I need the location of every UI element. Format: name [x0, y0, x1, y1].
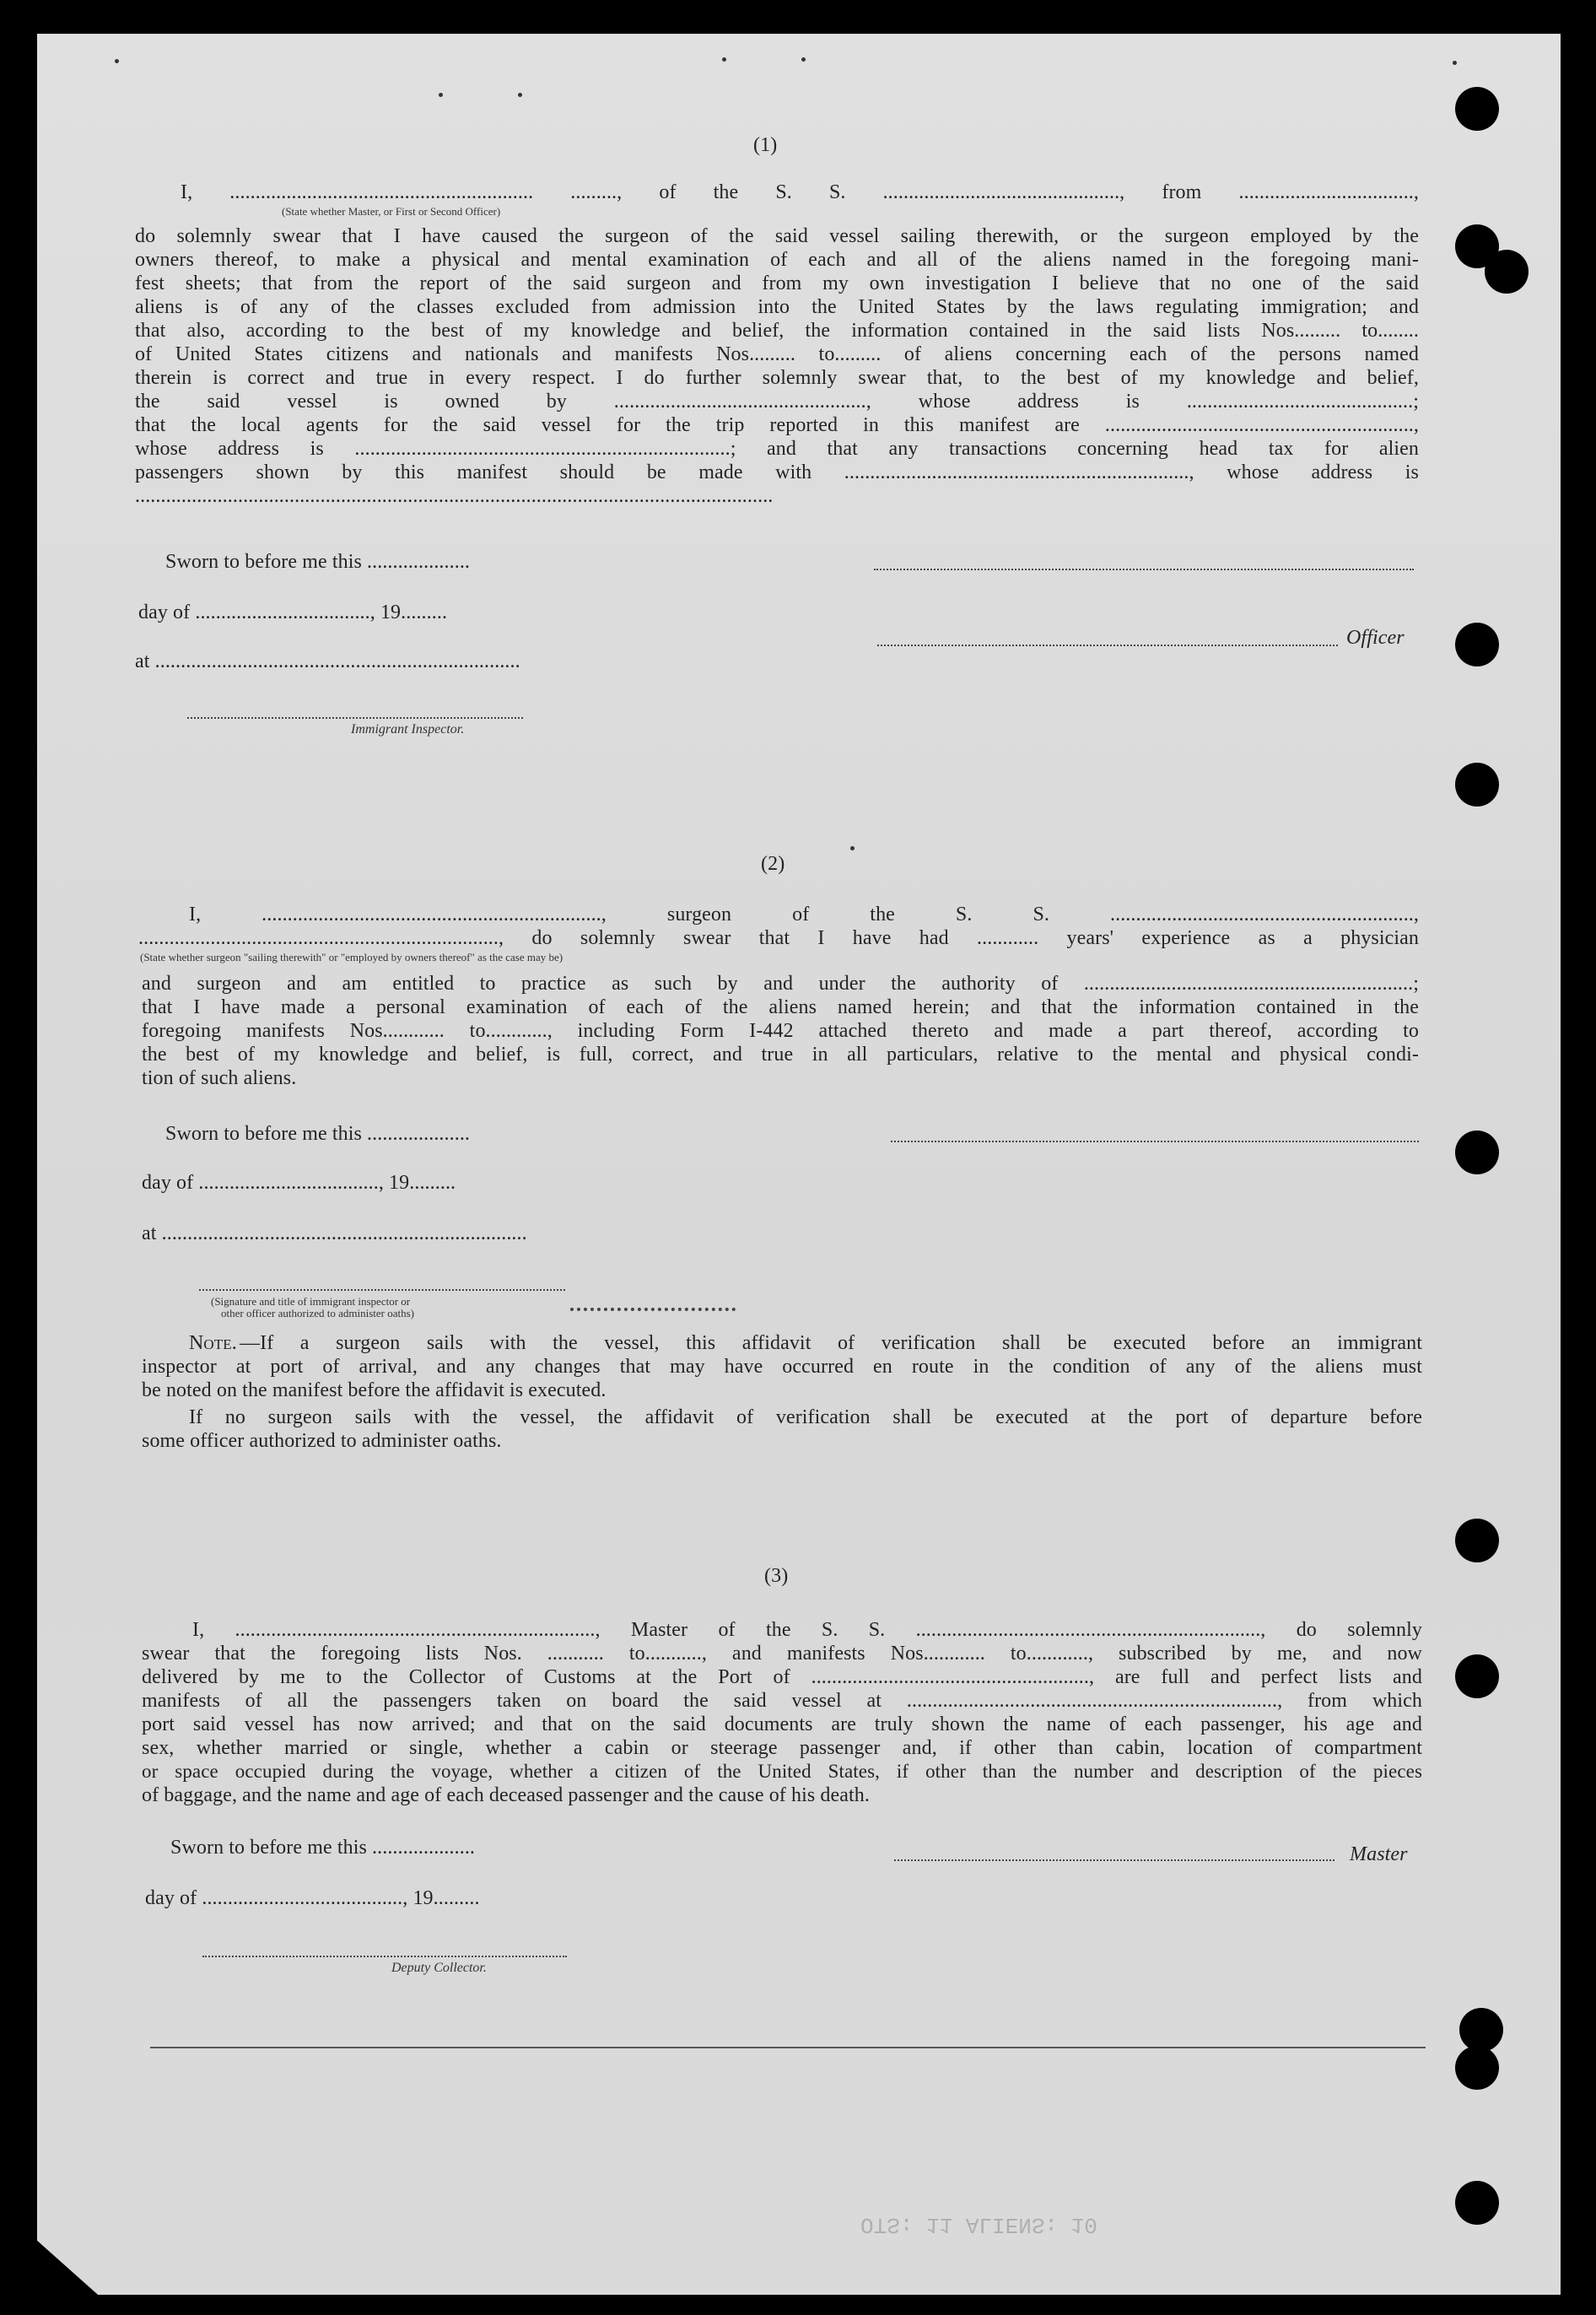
section-1-number: (1) [753, 134, 778, 156]
section-1-text-6: of United States citizens and nationals and manifests Nos......... to......... of aliens concerning each of the persons named [135, 343, 1419, 365]
master-signature-line [894, 1859, 1334, 1861]
punch-hole [1485, 250, 1529, 294]
master-label: Master [1350, 1843, 1408, 1865]
section-2-text-5: tion of such aliens. [142, 1067, 297, 1089]
section-3-text-1: I, ......................................................................, Master of the S. S. ..................................................................., do solemnly [192, 1619, 1422, 1641]
section-1-line-1: I, ........................................................... ........., of the S. S. .............................................., from .................................., [181, 181, 1419, 203]
section-1-text-8: the said vessel is owned by ................................................., whose address is ............................................; [135, 391, 1419, 413]
punch-hole [1455, 1131, 1499, 1174]
section-1-text-5: that also, according to the best of my knowledge and belief, the information contained in the said lists Nos......... to........ [135, 320, 1419, 342]
punch-hole [1455, 2181, 1499, 2225]
section-1-text-3: fest sheets; that from the report of the said surgeon and from my own investigation I believe that no one of the said [135, 273, 1419, 294]
section-1-text-11: passengers shown by this manifest should be made with ..................................................................., whose address is [135, 461, 1419, 483]
speck [722, 57, 726, 62]
section-1-text-2: owners thereof, to make a physical and mental examination of each and all of the aliens named in the foregoing mani- [135, 249, 1419, 271]
punch-hole [1455, 1519, 1499, 1562]
section-2-text-4: the best of my knowledge and belief, is full, correct, and true in all particulars, relative to the mental and physical condi- [142, 1044, 1419, 1066]
punch-hole [1459, 2008, 1503, 2052]
speck [801, 57, 806, 62]
section-3-text-2: swear that the foregoing lists Nos. ........... to..........., and manifests Nos............ to............, subscribed by me, and now [142, 1643, 1422, 1665]
punch-hole [1455, 2046, 1499, 2090]
punch-hole [1455, 87, 1499, 131]
officer-label: Officer [1346, 627, 1405, 649]
section-3-text-7: or space occupied during the voyage, whether a citizen of the United States, if other than the number and description of the pieces [142, 1761, 1422, 1782]
officer-signature-line [874, 569, 1414, 570]
section-1-text-1: do solemnly swear that I have caused the surgeon of the said vessel sailing therewith, or the surgeon employed by the [135, 225, 1419, 247]
section-2-day: day of ..................................., 19......... [142, 1172, 456, 1194]
section-3-text-5: port said vessel has now arrived; and that on the said documents are truly shown the name of each passenger, his age and [142, 1713, 1422, 1735]
section-1-at: at ....................................................................... [135, 650, 520, 672]
speck [115, 59, 119, 63]
section-1-text-12: ............................................................................................................................ [135, 485, 774, 507]
bleed-through-text: OTS: 11 ALIENS: 10 [860, 2212, 1097, 2237]
section-3-sworn: Sworn to before me this .................... [170, 1837, 476, 1859]
signature-continuation [570, 1308, 736, 1311]
section-2-line-1: I, .................................................................., surgeon of the S. S. ..........................................................., [189, 904, 1419, 925]
section-3-text-8: of baggage, and the name and age of each deceased passenger and the cause of his death. [142, 1784, 870, 1806]
officer-title-line [877, 645, 1338, 646]
deputy-signature-line [202, 1956, 567, 1957]
inspector-label: Immigrant Inspector. [351, 722, 465, 737]
deputy-label: Deputy Collector. [391, 1961, 487, 1975]
section-2-sworn: Sworn to before me this .................... [165, 1123, 471, 1145]
section-1-text-9: that the local agents for the said vessel for the trip reported in this manifest are ............................................................, [135, 414, 1419, 436]
note2-text-1: If no surgeon sails with the vessel, the affidavit of verification shall be executed at the port of departure before [189, 1406, 1422, 1428]
section-1-day: day of .................................., 19......... [138, 602, 448, 623]
section-2-number: (2) [761, 853, 785, 875]
section-1-text-7: therein is correct and true in every respect. I do further solemnly swear that, to the best of my knowledge and belief, [135, 367, 1419, 389]
signature-note-1: (Signature and title of immigrant inspector or [211, 1295, 411, 1308]
section-3-text-4: manifests of all the passengers taken on board the said vessel at ........................................................................, from which [142, 1690, 1422, 1712]
section-2-text-2: that I have made a personal examination of each of the aliens named herein; and that the information contained in the [142, 996, 1419, 1018]
section-1-text-10: whose address is .........................................................................; and that any transactions concerning head tax for alien [135, 438, 1419, 460]
surgeon-signature-line [891, 1141, 1419, 1142]
section-1-sworn: Sworn to before me this .................... [165, 551, 471, 573]
officer-note: (State whether Master, or First or Second Officer) [282, 205, 501, 218]
note-text-3: be noted on the manifest before the affidavit is executed. [142, 1379, 607, 1401]
note-text-1: —If a surgeon sails with the vessel, this affidavit of verification shall be executed before an immigrant [240, 1332, 1422, 1354]
section-2-text-3: foregoing manifests Nos............ to............, including Form I-442 attached thereto and made a part thereof, according to [142, 1020, 1419, 1042]
section-3-number: (3) [764, 1565, 789, 1587]
punch-hole [1455, 1654, 1499, 1698]
speck [850, 846, 855, 850]
inspector-signature-line [187, 717, 523, 719]
section-3-text-6: sex, whether married or single, whether a cabin or steerage passenger and, if other than cabin, location of compartment [142, 1737, 1422, 1759]
section-2-line-2: ......................................................................, do solemnly swear that I have had ............ years' experience as a physician [138, 927, 1419, 949]
punch-hole [1455, 623, 1499, 666]
official-signature-line [199, 1289, 565, 1291]
note-label: Note. [189, 1332, 237, 1354]
speck [439, 93, 443, 97]
section-2-at: at ....................................................................... [142, 1222, 527, 1244]
section-3-day: day of ......................................., 19......... [145, 1887, 480, 1909]
surgeon-note: (State whether surgeon "sailing therewith" or "employed by owners thereof" as the case may be) [140, 951, 563, 963]
section-2-text-1: and surgeon and am entitled to practice as such by and under the authority of ................................................................; [142, 973, 1419, 995]
bottom-rule [150, 2047, 1426, 2048]
punch-hole [1455, 763, 1499, 807]
note2-text-2: some officer authorized to administer oaths. [142, 1430, 502, 1452]
speck [518, 93, 522, 97]
note-text-2: inspector at port of arrival, and any changes that may have occurred en route in the condition of any of the aliens must [142, 1356, 1422, 1378]
section-3-text-3: delivered by me to the Collector of Customs at the Port of ......................................................, are full and perfect lists and [142, 1666, 1422, 1688]
speck [1453, 61, 1457, 65]
section-1-text-4: aliens is of any of the classes excluded from admission into the United States by the laws regulating immigration; and [135, 296, 1419, 318]
signature-note-2: other officer authorized to administer oaths) [221, 1307, 414, 1319]
